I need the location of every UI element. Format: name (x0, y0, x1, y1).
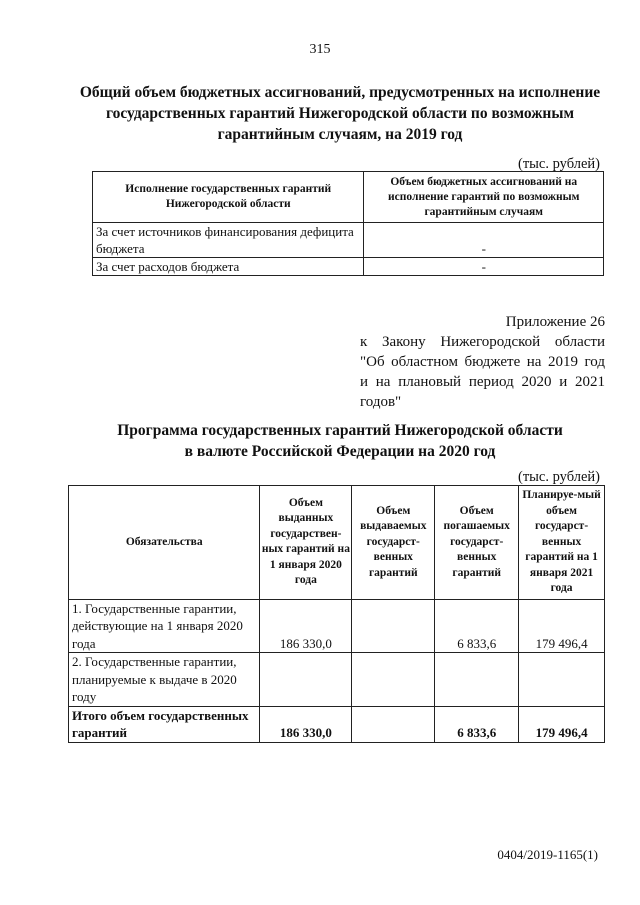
assignments-table (92, 171, 604, 276)
table-row (93, 223, 604, 258)
row-label: 1. Государственные гарантии, действующие на 1 января 2020 года (69, 599, 260, 653)
column-header: Объем выдаваемых государст-венных гарантий (352, 486, 435, 600)
to-issue-value (352, 653, 435, 707)
appendix-line: "Об областном бюджете на 2019 год (360, 354, 605, 370)
table-row (69, 599, 605, 653)
column-header: Планируе-мый объем государст-венных гарантий на 1 января 2021 года (519, 486, 605, 600)
row-value: - (364, 223, 604, 258)
issued-value: 186 330,0 (260, 599, 352, 653)
column-header: Объем выданных государствен-ных гарантий на 1 января 2020 года (260, 486, 352, 600)
row-label: За счет источников финансирования дефицита бюджета (93, 223, 364, 258)
section2-units: (тыс. рублей) (518, 469, 600, 485)
section2-title-line: Программа государственных гарантий Нижегородской области (117, 422, 563, 439)
appendix-line: и на плановый период 2020 и 2021 (360, 374, 605, 390)
repaid-value: 6 833,6 (435, 706, 519, 742)
section2-title (70, 420, 610, 462)
page-number: 315 (309, 42, 331, 57)
table-row (93, 258, 604, 276)
guarantees-program-table (68, 485, 605, 743)
table-total-row (69, 706, 605, 742)
appendix-line: к Закону Нижегородской области (360, 334, 605, 350)
repaid-value (435, 653, 519, 707)
column-header: Обязательства (69, 486, 260, 600)
table-row (69, 653, 605, 707)
appendix-number: Приложение 26 (505, 314, 605, 330)
appendix-reference (360, 312, 605, 412)
issued-value (260, 653, 352, 707)
row-label: 2. Государственные гарантии, планируемые к выдаче в 2020 году (69, 653, 260, 707)
planned-value: 179 496,4 (519, 599, 605, 653)
to-issue-value (352, 706, 435, 742)
section1-units: (тыс. рублей) (518, 156, 600, 172)
section2-title-line: в валюте Российской Федерации на 2020 год (184, 443, 496, 460)
row-value: - (364, 258, 604, 276)
row-label: Итого объем государственных гарантий (69, 706, 260, 742)
table-header-row (69, 486, 605, 600)
table-header-row (93, 172, 604, 223)
issued-value: 186 330,0 (260, 706, 352, 742)
repaid-value: 6 833,6 (435, 599, 519, 653)
to-issue-value (352, 599, 435, 653)
appendix-line: годов" (360, 394, 402, 410)
section1-title: Общий объем бюджетных ассигнований, предусмотренных на исполнение государственных гарантий Нижегородской области по возможным гарантийным случаям, на 2019 год (79, 84, 601, 143)
column-header: Объем погашаемых государст-венных гарантий (435, 486, 519, 600)
column-header: Исполнение государственных гарантий Нижегородской области (93, 172, 364, 223)
planned-value (519, 653, 605, 707)
planned-value: 179 496,4 (519, 706, 605, 742)
row-label: За счет расходов бюджета (93, 258, 364, 276)
column-header: Объем бюджетных ассигнований на исполнение гарантий по возможным гарантийным случаям (364, 172, 604, 223)
document-code: 0404/2019-1165(1) (497, 847, 598, 862)
